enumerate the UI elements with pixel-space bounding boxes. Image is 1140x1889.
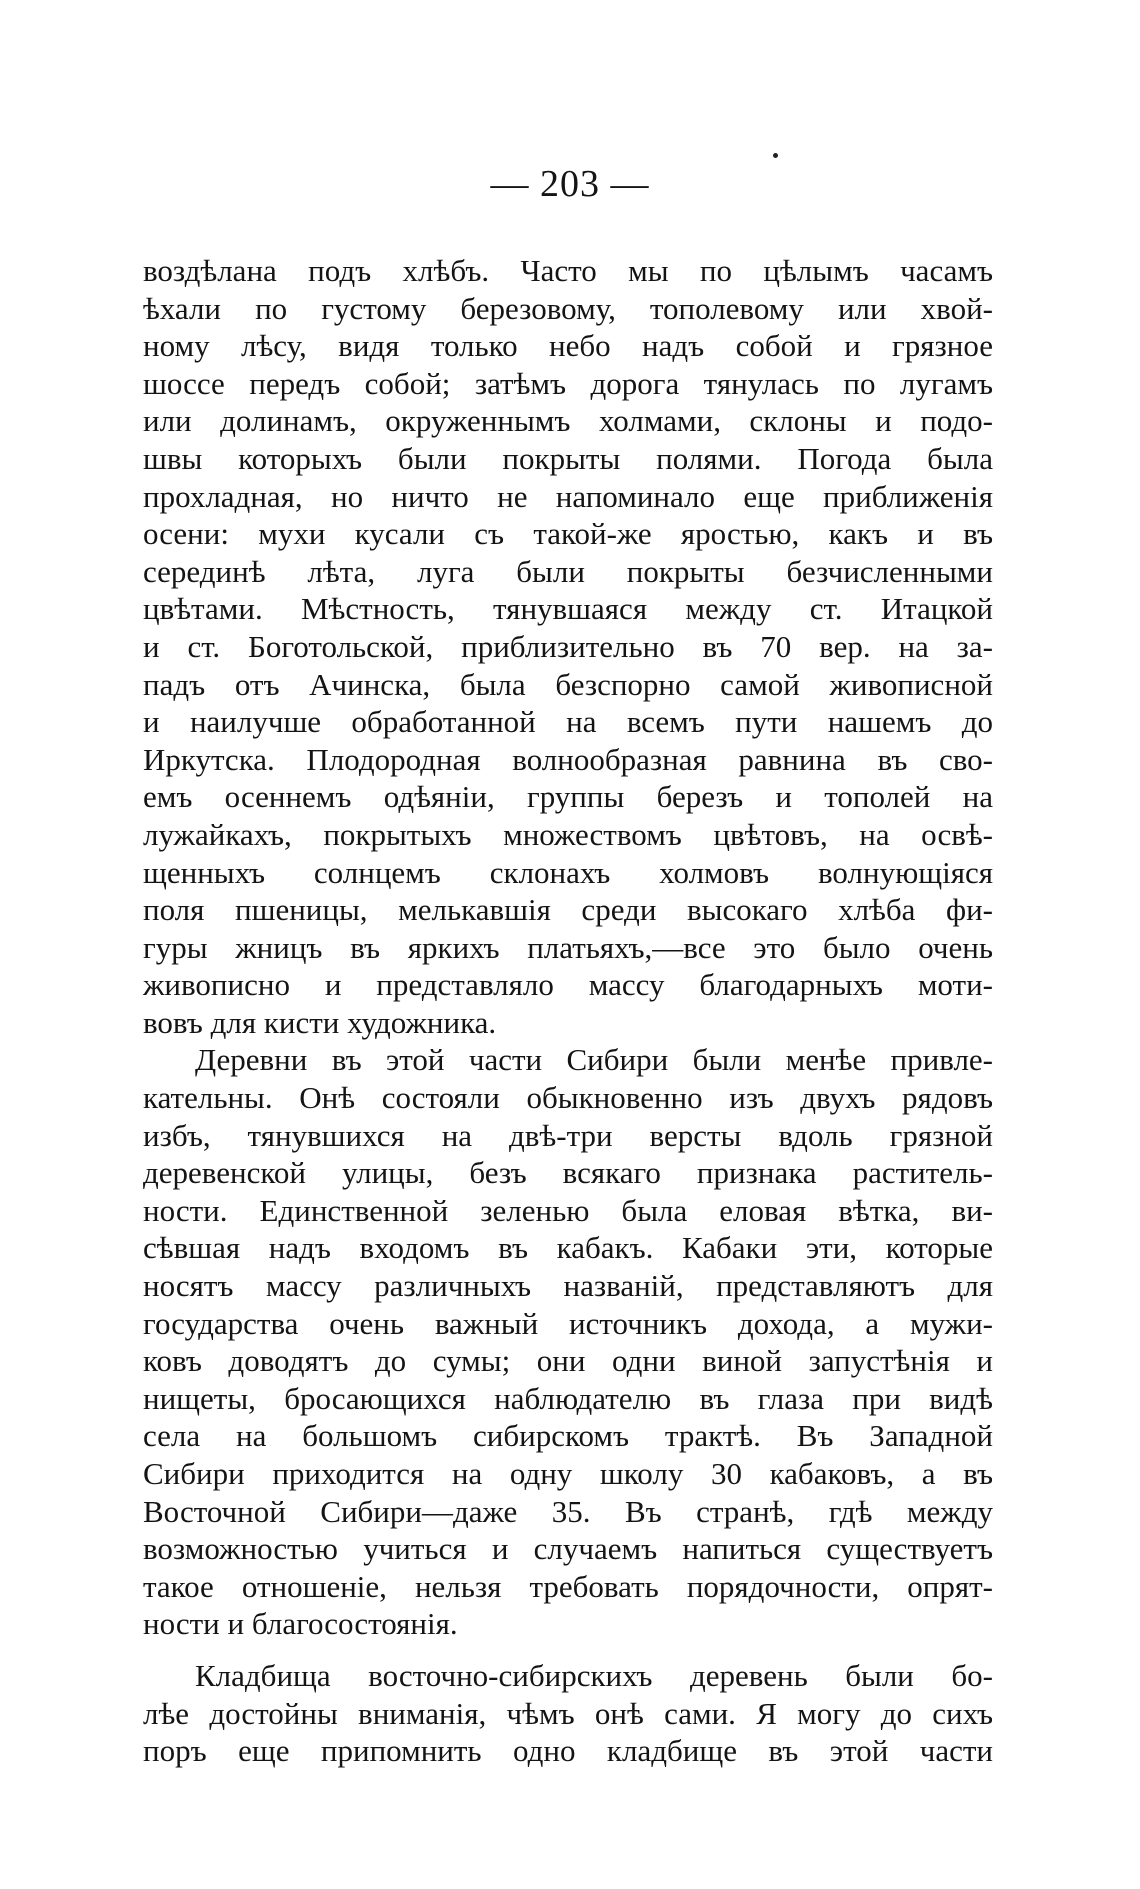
text-line: серединѣ лѣта, луга были покрыты безчисленными xyxy=(143,553,993,589)
paragraph xyxy=(143,252,993,1041)
text-line: такое отношеніе, нельзя требовать порядочности, опрят- xyxy=(143,1568,993,1604)
text-line: вовъ для кисти художника. xyxy=(143,1004,497,1040)
text-line: возможностью учиться и случаемъ напиться существуетъ xyxy=(143,1531,993,1567)
text-line: Иркутска. Плодородная волнообразная равнина въ сво- xyxy=(143,741,993,777)
text-line: Восточной Сибири—даже 35. Въ странѣ, гдѣ между xyxy=(143,1493,993,1529)
text-line: падъ отъ Ачинска, была безспорно самой живописной xyxy=(143,666,993,702)
text-line: ковъ доводятъ до сумы; они одни виной запустѣнія и xyxy=(143,1343,993,1379)
text-line: Сибири приходится на одну школу 30 кабаковъ, а въ xyxy=(143,1456,993,1491)
body-text xyxy=(143,252,993,1770)
paragraph-gap xyxy=(143,1643,993,1657)
text-line: осени: мухи кусали съ такой-же яростью, какъ и въ xyxy=(143,516,993,552)
text-line: лѣе достойны вниманія, чѣмъ онѣ сами. Я могу до сихъ xyxy=(143,1695,993,1731)
text-line: избъ, тянувшихся на двѣ-три версты вдоль грязной xyxy=(143,1117,993,1153)
text-line: поръ еще припомнить одно кладбище въ этой части xyxy=(143,1733,993,1769)
text-line: ности и благосостоянія. xyxy=(143,1606,458,1642)
paragraph xyxy=(143,1657,993,1770)
text-line: государства очень важный источникъ дохода, а мужи- xyxy=(143,1305,993,1341)
text-line: швы которыхъ были покрыты полями. Погода была xyxy=(143,440,993,476)
text-line: шоссе передъ собой; затѣмъ дорога тянулась по лугамъ xyxy=(143,365,993,401)
text-line: Кладбища восточно-сибирскихъ деревень были бо- xyxy=(195,1657,993,1693)
text-line: гуры жницъ въ яркихъ платьяхъ,—все это было очень xyxy=(143,929,993,965)
text-line: или долинамъ, окруженнымъ холмами, склоны и подо- xyxy=(143,403,993,439)
text-line: прохладная, но ничто не напоминало еще приближенія xyxy=(143,478,993,514)
text-line: емъ осеннемъ одѣяніи, группы березъ и тополей на xyxy=(143,779,993,815)
text-line: поля пшеницы, мелькавшія среди высокаго хлѣба фи- xyxy=(143,892,993,928)
text-line: деревенской улицы, безъ всякаго признака раститель- xyxy=(143,1155,993,1191)
text-line: села на большомъ сибирскомъ трактѣ. Въ Западной xyxy=(143,1418,993,1454)
text-line: носятъ массу различныхъ названій, представляютъ для xyxy=(143,1268,993,1304)
text-line: ѣхали по густому березовому, тополевому или хвой- xyxy=(143,290,993,326)
text-line: лужайкахъ, покрытыхъ множествомъ цвѣтовъ, на освѣ- xyxy=(143,816,993,852)
text-line: воздѣлана подъ хлѣбъ. Часто мы по цѣлымъ часамъ xyxy=(143,253,993,288)
text-line: и ст. Боготольской, приблизительно въ 70 вер. на за- xyxy=(143,628,993,664)
page-number: — 203 — xyxy=(490,163,650,205)
paragraph xyxy=(143,1041,993,1643)
text-line: ному лѣсу, видя только небо надъ собой и грязное xyxy=(143,328,993,364)
text-line: цвѣтами. Мѣстность, тянувшаяся между ст. Итацкой xyxy=(143,591,993,627)
ink-speck xyxy=(773,153,778,158)
text-line: кательны. Онѣ состояли обыкновенно изъ двухъ рядовъ xyxy=(143,1080,993,1116)
text-line: нищеты, бросающихся наблюдателю въ глаза при видѣ xyxy=(143,1380,993,1416)
text-line: живописно и представляло массу благодарныхъ моти- xyxy=(143,967,993,1003)
text-line: сѣвшая надъ входомъ въ кабакъ. Кабаки эти, которые xyxy=(143,1230,993,1266)
text-line: ности. Единственной зеленью была еловая вѣтка, ви- xyxy=(143,1192,993,1228)
text-line: щенныхъ солнцемъ склонахъ холмовъ волнующіяся xyxy=(143,854,993,890)
text-line: и наилучше обработанной на всемъ пути нашемъ до xyxy=(143,704,993,740)
text-line: Деревни въ этой части Сибири были менѣе привле- xyxy=(195,1042,993,1078)
